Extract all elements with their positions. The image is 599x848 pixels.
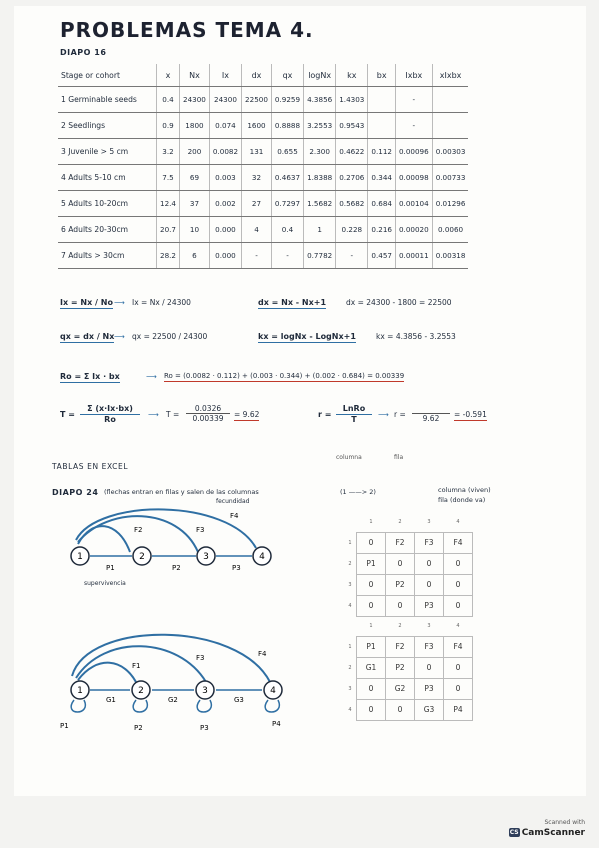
- survival-loop: [71, 700, 85, 712]
- survival-loop: [265, 700, 279, 712]
- matrix-cell: 0: [386, 595, 415, 616]
- arrow-icon: ⟶: [378, 410, 389, 419]
- table-cell: 0.00020: [395, 217, 432, 243]
- col-label: columna (viven): [438, 486, 491, 494]
- section-diapo-24: DIAPO 24: [52, 488, 99, 497]
- formula-ix-def: Ix = Nx / No: [60, 298, 113, 307]
- matrix-cell: P1: [357, 636, 386, 657]
- matrix-cell: F3: [415, 532, 444, 553]
- life-table: [58, 64, 468, 269]
- table-cell: -: [395, 87, 432, 113]
- life-table-row: [58, 217, 468, 243]
- table-cell: 1: [304, 217, 336, 243]
- scanner-caption: Scanned with: [544, 819, 585, 826]
- arc-label: F3: [196, 654, 205, 662]
- table-cell: 0.9: [157, 113, 180, 139]
- life-table-row: [58, 243, 468, 269]
- table-cell: 1800: [180, 113, 210, 139]
- life-table-row: [58, 139, 468, 165]
- matrix-cell: F3: [415, 636, 444, 657]
- formula-kx-calc: kx = 4.3856 - 3.2553: [376, 332, 456, 341]
- matrix-cell: P3: [415, 678, 444, 699]
- arrow-label: P1: [106, 564, 115, 572]
- arrow-note: (1 ——> 2): [340, 488, 376, 496]
- formula-r-frac: LnRo T: [336, 404, 372, 424]
- formula-r-def: r =: [318, 410, 332, 419]
- node-label: 2: [139, 552, 145, 562]
- node-label: 1: [77, 552, 83, 562]
- matrix-cell: P2: [386, 574, 415, 595]
- formula-ix-calc: Ix = Nx / 24300: [132, 298, 191, 307]
- table-cell: 0.112: [368, 139, 396, 165]
- arrow-icon: ⟶: [114, 332, 125, 341]
- life-table-body: [58, 87, 468, 269]
- formula-t-calc-frac: 0.0326 0.00339: [186, 404, 230, 423]
- table-cell: 0.4637: [271, 165, 303, 191]
- matrix-cell: 0: [415, 574, 444, 595]
- matrix-cell: 0: [444, 595, 473, 616]
- fecundity-arc: [76, 509, 256, 548]
- matrix-cell: 0: [415, 657, 444, 678]
- table-cell: 0.00098: [395, 165, 432, 191]
- scanned-page: [14, 6, 586, 796]
- formula-ro-calc: Ro = (0.0082 · 0.112) + (0.003 · 0.344) + (0.002 · 0.684) = 0.00339: [164, 372, 405, 380]
- node-label: 4: [270, 686, 276, 696]
- table-cell: 0.000: [209, 217, 241, 243]
- formula-t-frac: Σ (x·Ix·bx) Ro: [80, 404, 140, 424]
- table-cell: 0.9259: [271, 87, 303, 113]
- supervivencia-label: supervivencia: [84, 580, 126, 587]
- matrix-1: 1 2 3 4 1 0 F2 F3 F4 2 P1 0 0 0 3 0 P2 0 0 4 0 0 P3 0: [344, 512, 473, 617]
- table-cell: 20.7: [157, 217, 180, 243]
- table-cell: 4 Adults 5-10 cm: [58, 165, 157, 191]
- table-cell: 4: [242, 217, 272, 243]
- table-cell: 0.00096: [395, 139, 432, 165]
- table-cell: 6 Adults 20-30cm: [58, 217, 157, 243]
- scanner-brand: CS CamScanner: [509, 828, 585, 838]
- matrix-cell: F2: [386, 636, 415, 657]
- life-table-row: [58, 165, 468, 191]
- header-cell: kx: [336, 64, 368, 87]
- table-cell: 0.684: [368, 191, 396, 217]
- arrow-label: G3: [234, 696, 244, 704]
- table-cell: [368, 113, 396, 139]
- node-label: 3: [203, 552, 209, 562]
- table-cell: [368, 87, 396, 113]
- camscanner-badge: [499, 819, 585, 838]
- table-cell: 10: [180, 217, 210, 243]
- matrix-cell: P3: [415, 595, 444, 616]
- life-table-header: [58, 64, 468, 87]
- arc-label: F2: [134, 526, 143, 534]
- table-cell: 1.4303: [336, 87, 368, 113]
- survival-loop: [133, 700, 147, 712]
- header-cell: qx: [271, 64, 303, 87]
- table-cell: [432, 87, 468, 113]
- table-cell: 7.5: [157, 165, 180, 191]
- formula-qx-calc: qx = 22500 / 24300: [132, 332, 208, 341]
- life-cycle-diagram-1: [48, 506, 298, 586]
- fila-label-top: fila: [394, 454, 404, 461]
- table-cell: 0.002: [209, 191, 241, 217]
- fecundity-arc: [78, 526, 130, 552]
- matrix-cell: G3: [415, 699, 444, 720]
- table-cell: 32: [242, 165, 272, 191]
- arrow-label: G2: [168, 696, 178, 704]
- arrow-label: P3: [232, 564, 241, 572]
- formula-kx-def: kx = logNx - LogNx+1: [258, 332, 356, 341]
- life-table-row: [58, 191, 468, 217]
- matrix-cell: 0: [357, 532, 386, 553]
- table-cell: 24300: [180, 87, 210, 113]
- arc-label: F4: [230, 512, 239, 520]
- table-cell: 7 Adults > 30cm: [58, 243, 157, 269]
- table-cell: 0.5682: [336, 191, 368, 217]
- header-cell: xIxbx: [432, 64, 468, 87]
- table-cell: 0.7782: [304, 243, 336, 269]
- table-cell: 0.4: [157, 87, 180, 113]
- matrix-cell: 0: [357, 678, 386, 699]
- table-cell: 0.228: [336, 217, 368, 243]
- life-table-row: [58, 113, 468, 139]
- table-cell: 3.2: [157, 139, 180, 165]
- matrix-cell: 0: [386, 699, 415, 720]
- table-cell: 22500: [242, 87, 272, 113]
- table-cell: 1 Germinable seeds: [58, 87, 157, 113]
- formula-t-def: T =: [60, 410, 75, 419]
- arrow-icon: ⟶: [148, 410, 159, 419]
- table-cell: 0.655: [271, 139, 303, 165]
- matrix-cell: 0: [357, 699, 386, 720]
- loop-label: P4: [272, 720, 281, 728]
- table-cell: 0.01296: [432, 191, 468, 217]
- loop-label: P2: [134, 724, 143, 732]
- formula-dx-def: dx = Nx - Nx+1: [258, 298, 327, 307]
- table-cell: 24300: [209, 87, 241, 113]
- table-cell: 0.8888: [271, 113, 303, 139]
- life-cycle-diagram-2: [48, 626, 308, 736]
- formula-qx-def: qx = dx / Nx: [60, 332, 115, 341]
- table-cell: 0.4: [271, 217, 303, 243]
- table-cell: 2 Seedlings: [58, 113, 157, 139]
- table-cell: 0.00318: [432, 243, 468, 269]
- excel-note: TABLAS EN EXCEL: [52, 462, 129, 471]
- table-cell: 37: [180, 191, 210, 217]
- header-cell: Ixbx: [395, 64, 432, 87]
- table-cell: 4.3856: [304, 87, 336, 113]
- table-cell: 0.0082: [209, 139, 241, 165]
- camscanner-icon: CS: [509, 829, 519, 836]
- arrow-icon: ⟶: [114, 298, 125, 307]
- table-cell: 2.300: [304, 139, 336, 165]
- table-cell: 0.344: [368, 165, 396, 191]
- node-label: 4: [259, 552, 265, 562]
- col-label-top: columna: [336, 454, 362, 461]
- table-cell: 12.4: [157, 191, 180, 217]
- table-cell: 0.074: [209, 113, 241, 139]
- table-cell: 0.00733: [432, 165, 468, 191]
- arc-label: F1: [132, 662, 141, 670]
- header-cell: dx: [242, 64, 272, 87]
- matrix-cell: F4: [444, 532, 473, 553]
- table-cell: 5 Adults 10-20cm: [58, 191, 157, 217]
- table-cell: -: [336, 243, 368, 269]
- table-cell: 0.00011: [395, 243, 432, 269]
- table-cell: 1.8388: [304, 165, 336, 191]
- arc-label: F4: [258, 650, 267, 658]
- header-cell: Nx: [180, 64, 210, 87]
- matrix-cell: 0: [357, 595, 386, 616]
- table-cell: 0.216: [368, 217, 396, 243]
- table-cell: 6: [180, 243, 210, 269]
- header-cell: x: [157, 64, 180, 87]
- table-cell: 200: [180, 139, 210, 165]
- header-cell: Ix: [209, 64, 241, 87]
- life-table-row: [58, 87, 468, 113]
- header-cell: logNx: [304, 64, 336, 87]
- note-diapo-24: (flechas entran en filas y salen de las columnas: [104, 488, 259, 496]
- fecundidad-label: fecundidad: [216, 498, 250, 505]
- matrix-cell: 0: [444, 574, 473, 595]
- arrow-label: P2: [172, 564, 181, 572]
- node-label: 2: [138, 686, 144, 696]
- table-cell: 0.00104: [395, 191, 432, 217]
- node-label: 3: [202, 686, 208, 696]
- table-cell: 0.003: [209, 165, 241, 191]
- table-cell: 0.2706: [336, 165, 368, 191]
- formula-dx-calc: dx = 24300 - 1800 = 22500: [346, 298, 452, 307]
- matrix-cell: 0: [357, 574, 386, 595]
- survival-loop: [197, 700, 211, 712]
- table-cell: 0.00303: [432, 139, 468, 165]
- node-label: 1: [77, 686, 83, 696]
- matrix-2: 1 2 3 4 1 P1 F2 F3 F4 2 G1 P2 0 0 3 0 G2 P3 0 4 0 0 G3 P4: [344, 616, 473, 721]
- table-cell: 0.000: [209, 243, 241, 269]
- arc-label: F3: [196, 526, 205, 534]
- section-diapo-16: DIAPO 16: [60, 48, 107, 57]
- table-cell: 27: [242, 191, 272, 217]
- table-cell: -: [271, 243, 303, 269]
- matrix-cell: G2: [386, 678, 415, 699]
- formula-t-result: = 9.62: [234, 410, 260, 419]
- formula-r-result: = -0.591: [454, 410, 487, 419]
- matrix-cell: F4: [444, 636, 473, 657]
- matrix-cell: P4: [444, 699, 473, 720]
- table-cell: 28.2: [157, 243, 180, 269]
- table-cell: [432, 113, 468, 139]
- formula-ro-def: Ro = Σ Ix · bx: [60, 372, 120, 381]
- matrix-cell: 0: [415, 553, 444, 574]
- arrow-icon: ⟶: [146, 372, 157, 381]
- table-cell: 3.2553: [304, 113, 336, 139]
- loop-label: P3: [200, 724, 209, 732]
- formula-t-calc-label: T =: [166, 410, 180, 419]
- matrix-cell: F2: [386, 532, 415, 553]
- table-cell: 0.4622: [336, 139, 368, 165]
- fila-label: fila (donde va): [438, 496, 486, 504]
- header-cell: Stage or cohort: [58, 64, 157, 87]
- table-cell: -: [395, 113, 432, 139]
- matrix-cell: 0: [444, 553, 473, 574]
- table-cell: 3 Juvenile > 5 cm: [58, 139, 157, 165]
- table-cell: 0.9543: [336, 113, 368, 139]
- table-cell: 0.7297: [271, 191, 303, 217]
- matrix-cell: G1: [357, 657, 386, 678]
- matrix-cell: P1: [357, 553, 386, 574]
- table-cell: -: [242, 243, 272, 269]
- arrow-label: G1: [106, 696, 116, 704]
- formula-r-calc-frac: 9.62: [412, 404, 450, 423]
- fecundity-arc: [72, 635, 270, 682]
- header-cell: bx: [368, 64, 396, 87]
- matrix-cell: 0: [444, 678, 473, 699]
- matrix-cell: P2: [386, 657, 415, 678]
- matrix-cell: 0: [386, 553, 415, 574]
- table-cell: 69: [180, 165, 210, 191]
- table-cell: 0.457: [368, 243, 396, 269]
- page-title: PROBLEMAS TEMA 4.: [60, 18, 314, 42]
- table-cell: 1600: [242, 113, 272, 139]
- matrix-cell: 0: [444, 657, 473, 678]
- table-cell: 0.0060: [432, 217, 468, 243]
- table-cell: 1.5682: [304, 191, 336, 217]
- loop-label: P1: [60, 722, 69, 730]
- table-cell: 131: [242, 139, 272, 165]
- formula-r-calc-label: r =: [394, 410, 406, 419]
